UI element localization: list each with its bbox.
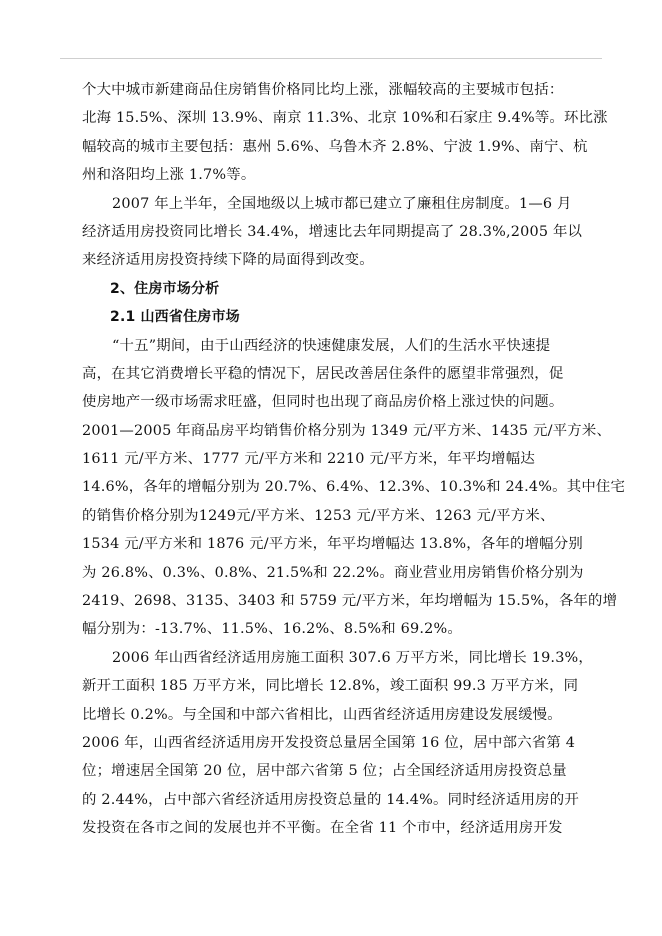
text-line: 北海 15.5%、深圳 13.9%、南京 11.3%、北京 10%和石家庄 9.4%等。环比涨 [82, 110, 608, 127]
paragraph-shanxi-market [82, 332, 626, 644]
text-line: “十五”期间，由于山西经济的快速健康发展，人们的生活水平快速提 [112, 337, 551, 354]
text-line: 幅分别为：-13.7%、11.5%、16.2%、8.5%和 69.2%。 [82, 621, 462, 638]
text-line: 2007 年上半年，全国地级以上城市都已建立了廉租住房制度。1—6 月 [112, 195, 572, 212]
text-line: 2419、2698、3135、3403 和 5759 元/平方米，年均增幅为 15.5%，各年的增 [82, 593, 618, 610]
text-line: 幅较高的城市主要包括：惠州 5.6%、乌鲁木齐 2.8%、宁波 1.9%、南宁、杭 [82, 138, 588, 155]
text-line: 位；增速居全国第 20 位，居中部六省第 5 位；占全国经济适用房投资总量 [82, 763, 567, 780]
text-line: 的销售价格分别为1249元/平方米、1253 元/平方米、1263 元/平方米、 [82, 507, 555, 524]
text-line: 比增长 0.2%。与全国和中部六省相比，山西省经济适用房建设发展缓慢。 [82, 706, 562, 723]
paragraph-shanxi-affordable-2006 [82, 644, 602, 843]
document-body [82, 76, 626, 843]
subsection-heading: 2.1 山西省住房市场 [110, 309, 240, 326]
text-line: 14.6%，各年的增幅分别为 20.7%、6.4%、12.3%、10.3%和 24.4%。其中住宅 [82, 479, 626, 496]
text-line: 1534 元/平方米和 1876 元/平方米，年平均增幅达 13.8%，各年的增幅分别 [82, 536, 583, 553]
paragraph-price-increase [82, 76, 608, 190]
text-line: 2001—2005 年商品房平均销售价格分别为 1349 元/平方米、1435 元/平方米、 [82, 422, 612, 439]
text-line: 来经济适用房投资持续下降的局面得到改变。 [82, 252, 374, 269]
text-line: 州和洛阳均上涨 1.7%等。 [82, 167, 256, 184]
text-line: 新开工面积 185 万平方米，同比增长 12.8%，竣工面积 99.3 万平方米，同 [82, 678, 579, 695]
text-line: 经济适用房投资同比增长 34.4%，增速比去年同期提高了 28.3%,2005 年以 [82, 223, 583, 240]
text-line: 2006 年，山西省经济适用房开发投资总量居全国第 16 位，居中部六省第 4 [82, 734, 576, 751]
text-line: 2006 年山西省经济适用房施工面积 307.6 万平方米，同比增长 19.3%， [112, 649, 594, 666]
text-line: 使房地产一级市场需求旺盛，但同时也出现了商品房价格上涨过快的问题。 [82, 394, 564, 411]
header-rule [60, 58, 602, 59]
text-line: 个大中城市新建商品住房销售价格同比均上涨，涨幅较高的主要城市包括： [82, 82, 564, 98]
text-line: 1611 元/平方米、1777 元/平方米和 2210 元/平方米，年平均增幅达 [82, 451, 535, 468]
text-line: 高，在其它消费增长平稳的情况下，居民改善居住条件的愿望非常强烈，促 [82, 365, 564, 382]
paragraph-affordable-housing-2007 [82, 190, 602, 275]
text-line: 发投资在各市之间的发展也并不平衡。在全省 11 个市中，经济适用房开发 [82, 820, 563, 837]
text-line: 为 26.8%、0.3%、0.8%、21.5%和 22.2%。商业营业用房销售价格分别为 [82, 564, 584, 581]
text-line: 的 2.44%，占中部六省经济适用房投资总量的 14.4%。同时经济适用房的开 [82, 791, 579, 808]
section-heading: 2、住房市场分析 [110, 280, 220, 297]
